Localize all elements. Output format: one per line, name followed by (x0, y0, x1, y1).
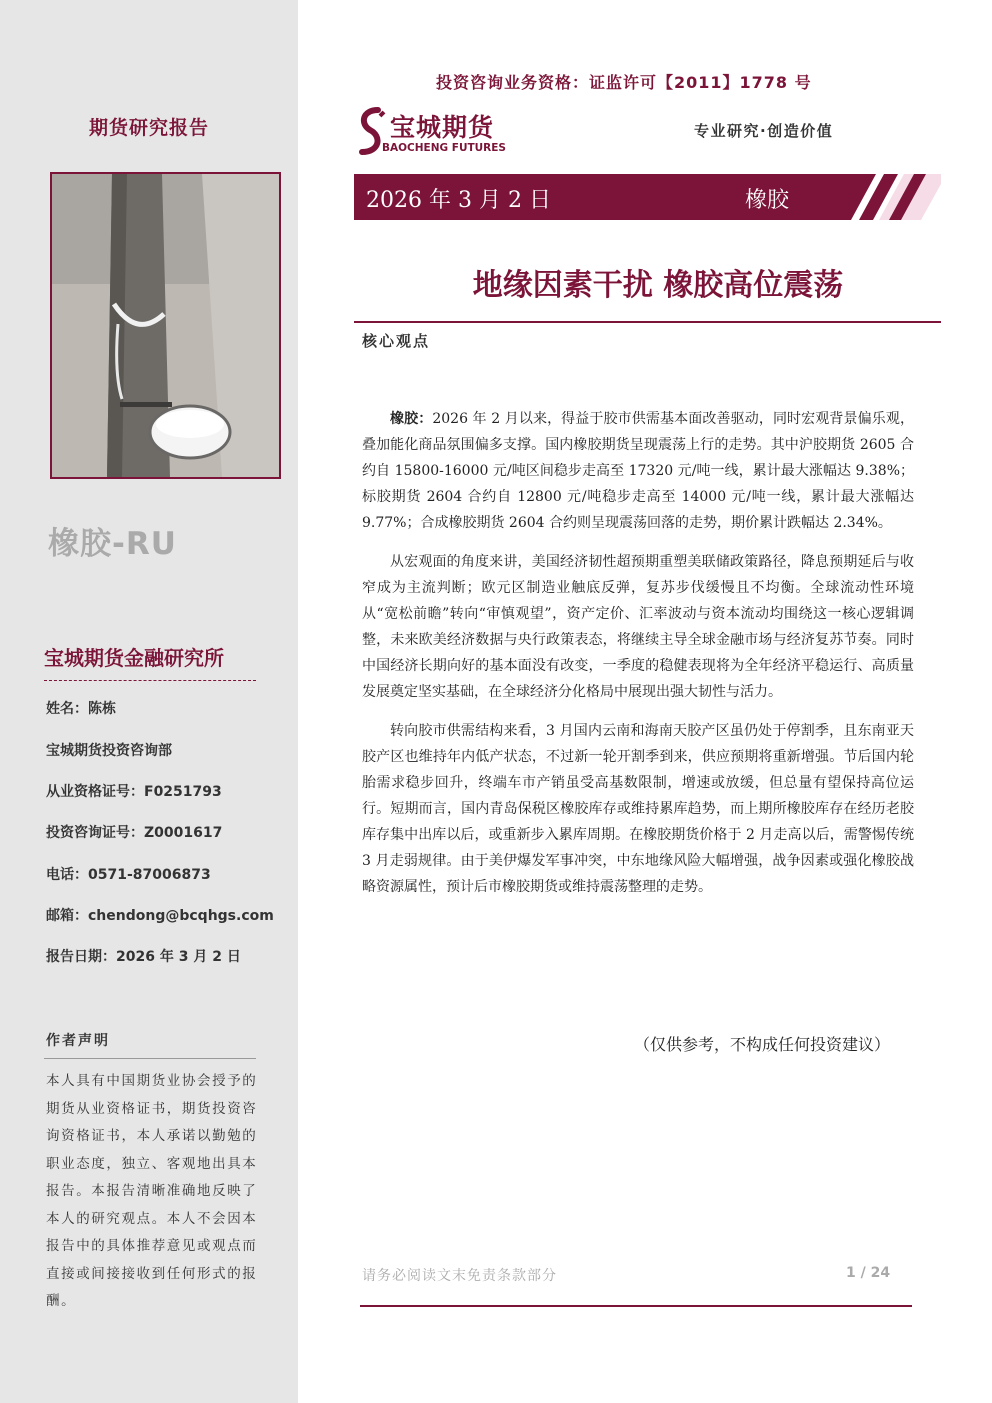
page-number: 1 / 24 (846, 1265, 891, 1281)
rubber-tree-photo (50, 172, 281, 479)
report-type: 期货研究报告 (88, 117, 209, 139)
phone: 电话：0571-87006873 (46, 867, 211, 883)
paragraph-1 (362, 406, 914, 536)
logo-english: BAOCHENG FUTURES (382, 142, 506, 154)
paragraph-1-lead: 橡胶： (390, 411, 433, 427)
headline-divider (354, 321, 941, 323)
department: 宝城期货投资咨询部 (46, 743, 172, 759)
paragraph-2: 从宏观面的角度来讲，美国经济韧性超预期重塑美联储政策路径，降息预期延后与收窄成为主流判断；欧元区制造业触底反弹，复苏步伐缓慢且不均衡。全球流动性环境从“宽松前瞻”转向“审慎观望”，资产定价、汇率波动与资本流动均围绕这一核心逻辑调整，未来欧美经济数据与央行政策表态，将继续主导全球金融市场与经济复苏节奏。同时中国经济长期向好的基本面没有改变，一季度的稳健表现将为全年经济平稳运行、高质量发展奠定坚实基础，在全球经济分化格局中展现出强大韧性与活力。 (362, 554, 914, 700)
consulting-number: 投资咨询证号：Z0001617 (46, 825, 223, 841)
report-date: 报告日期：2026 年 3 月 2 日 (46, 949, 241, 965)
slogan: 专业研究·创造价值 (694, 122, 834, 140)
sidebar (0, 0, 298, 1403)
banner-category: 橡胶 (745, 188, 790, 213)
qualification-number: 从业资格证号：F0251793 (46, 784, 222, 800)
footer-note: 请务必阅读文末免责条款部分 (362, 1268, 557, 1284)
product-code: 橡胶-RU (48, 526, 177, 562)
declaration-text: 本人具有中国期货业协会授予的期货从业资格证书，期货投资咨询资格证书，本人承诺以勤勉的职业态度，独立、客观地出具本报告。本报告清晰准确地反映了本人的研究观点。本人不会因本报告中的具体推荐意见或观点而直接或间接接收到任何形式的报酬。 (46, 1073, 258, 1309)
institute-divider (44, 680, 256, 681)
qualification-line: 投资咨询业务资格：证监许可【2011】1778 号 (436, 73, 812, 92)
company-logo (356, 106, 526, 158)
logo-chinese: 宝城期货 (390, 113, 495, 142)
paragraph-3: 转向胶市供需结构来看，3 月国内云南和海南天胶产区虽仍处于停割季，且东南亚天胶产区也维持年内低产状态，不过新一轮开割季到来，供应预期将重新增强。节后国内轮胎需求稳步回升，终端车市产销虽受高基数限制，增速或放缓，但总量有望保持高位运行。短期而言，国内青岛保税区橡胶库存或维持累库趋势，而上期所橡胶库存在经历老胶库存集中出库以后，或重新步入累库周期。在橡胶期货价格于 2 月走高以后，需警惕传统 3 月走弱规律。由于美伊爆发军事冲突，中东地缘风险大幅增强，战争因素或强化橡胶战略资源属性，预计后市橡胶期货或维持震荡整理的走势。 (362, 723, 914, 895)
declaration-divider (44, 1058, 256, 1059)
author-name: 姓名：陈栋 (46, 701, 116, 717)
footer-divider (360, 1305, 912, 1307)
report-body (362, 406, 914, 913)
disclaimer: （仅供参考，不构成任何投资建议） (634, 1035, 891, 1054)
core-view-label: 核心观点 (362, 332, 431, 350)
declaration-title: 作者声明 (46, 1033, 110, 1049)
email: 邮箱：chendong@bcqhgs.com (46, 908, 274, 924)
rubber-tree-image (52, 174, 279, 477)
paragraph-1-text: 2026 年 2 月以来，得益于胶市供需基本面改善驱动，同时宏观背景偏乐观，叠加能化商品氛围偏多支撑。国内橡胶期货呈现震荡上行的走势。其中沪胶期货 2605 合约自 15800-16000 元/吨区间稳步走高至 17320 元/吨一线，累计最大涨幅达 9.38%；标胶期货 2604 合约自 12800 元/吨稳步走高至 14000 元/吨一线，累计最大涨幅达 9.77%；合成橡胶期货 2604 合约则呈现震荡回落的走势，期价累计跌幅达 2.34%。 (362, 411, 915, 531)
banner-date: 2026 年 3 月 2 日 (366, 188, 551, 213)
institute-name: 宝城期货金融研究所 (44, 646, 224, 670)
headline: 地缘因素干扰 橡胶高位震荡 (472, 268, 844, 303)
